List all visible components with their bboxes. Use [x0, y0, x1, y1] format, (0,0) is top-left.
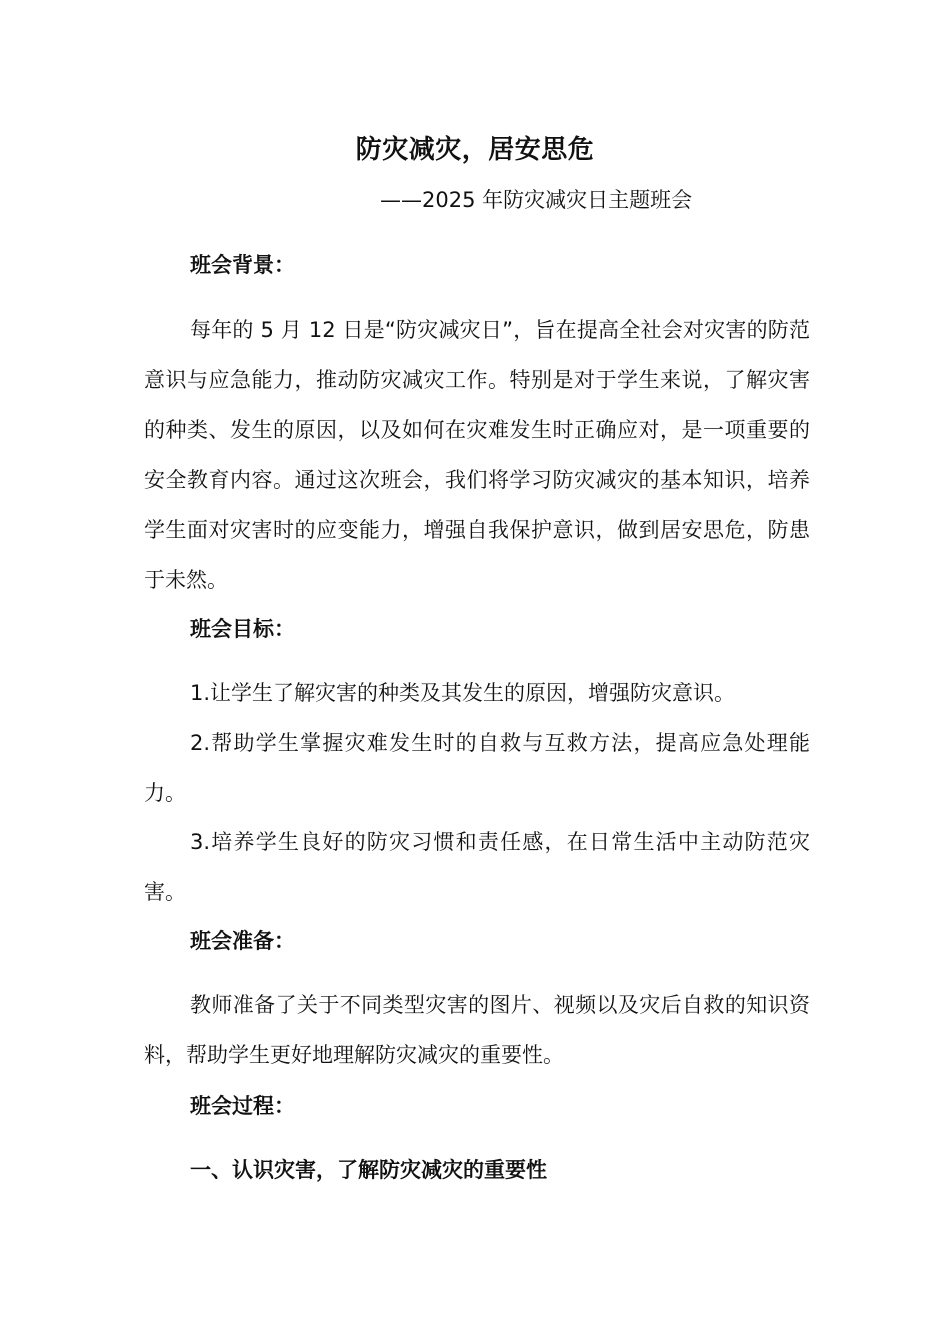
goal-item-2: 2.帮助学生掌握灾难发生时的自救与互救方法，提高应急处理能力。: [144, 731, 810, 805]
goal-item-1: 1.让学生了解灾害的种类及其发生的原因，增强防灾意识。: [190, 681, 736, 705]
document-title: 防灾减灾，居安思危: [355, 135, 595, 165]
document-subtitle: ——2025 年防灾减灾日主题班会: [380, 188, 693, 212]
goal-item-3: 3.培养学生良好的防灾习惯和责任感，在日常生活中主动防范灾害。: [144, 830, 810, 904]
section-heading-goals: 班会目标：: [190, 617, 295, 641]
section-heading-background: 班会背景：: [190, 253, 295, 277]
process-part-1-heading: 一、认识灾害，了解防灾减灾的重要性: [190, 1158, 547, 1182]
background-paragraph: 每年的 5 月 12 日是“防灾减灾日”，旨在提高全社会对灾害的防范意识与应急能力，推动防灾减灾工作。特别是对于学生来说，了解灾害的种类、发生的原因，以及如何在灾难发生时正确应对，是一项重要的安全教育内容。通过这次班会，我们将学习防灾减灾的基本知识，培养学生面对灾害时的应变能力，增强自我保护意识，做到居安思危，防患于未然。: [144, 318, 810, 592]
preparation-paragraph: 教师准备了关于不同类型灾害的图片、视频以及灾后自救的知识资料，帮助学生更好地理解防灾减灾的重要性。: [144, 993, 810, 1067]
section-heading-preparation: 班会准备：: [190, 929, 295, 953]
section-heading-process: 班会过程：: [190, 1094, 295, 1118]
